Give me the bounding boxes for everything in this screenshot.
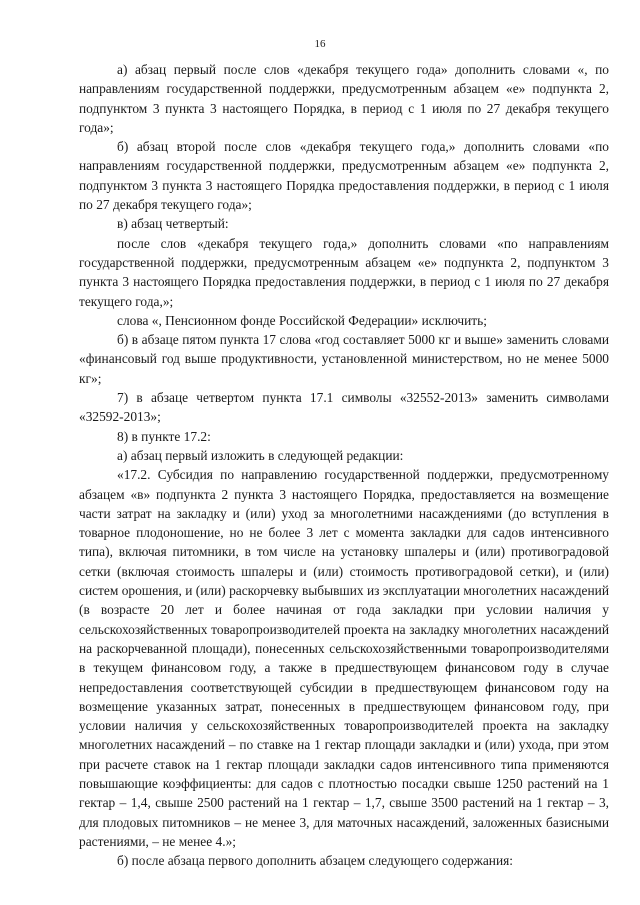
paragraph-item-7: 7) в абзаце четвертом пункта 17.1 символы «32552-2013» заменить символами «32592-2013»; — [79, 390, 609, 425]
paragraph-delete-pension-fund: слова «, Пенсионном фонде Российской Федерации» исключить; — [117, 312, 487, 328]
paragraph-item-8: 8) в пункте 17.2: — [117, 428, 211, 444]
paragraph-after-words-insert: после слов «декабря текущего года,» дополнить словами «по направлениям государственной поддержки, предусмотренным абзацем «е» подпункта 2, подпунктом 3 пункта 3 настоящего Порядка предоставления поддержки, в период с 1 июля по 27 декабря текущего года,»; — [79, 235, 609, 309]
document-body — [79, 60, 609, 870]
page-number: 16 — [314, 38, 326, 50]
paragraph-amend-a-first-abzats: а) абзац первый после слов «декабря текущего года» дополнить словами «, по направлениям государственной поддержки, предусмотренным абзацем «е» подпункта 2, подпунктом 3 пункта 3 настоящего Порядка, в период с 1 июля по 27 декабря текущего года»; — [79, 62, 609, 135]
paragraph-new-text-17-2: «17.2. Субсидия по направлению государственной поддержки, предусмотренному абзацем «в» подпункта 2 пункта 3 настоящего Порядка, предоставляется на возмещение части затрат на закладку и (или) уход за многолетними насаждениями (до вступления в товарное плодоношение, но не более 3 лет с момента закладки для садов интенсивного типа), включая питомники, в том числе на установку шпалеры и (или) противоградовой сетки (включая стоимость шпалеры и (или) стоимость противоградовой сетки), и (или) систем орошения, и (или) раскорчевку выбывших из эксплуатации многолетних насаждений (в возрасте 20 лет и более начиная от года закладки при условии наличия у сельскохозяйственных товаропроизводителей проекта на закладку многолетних насаждений на раскорчеванной площади), понесенных сельскохозяйственными товаропроизводителями в текущем финансовом году, а также в предшествующем финансовом году в случае непредоставления соответствующей субсидии в предшествующем финансовом году на возмещение указанных затрат, понесенных в предшествующем финансовом году, при условии наличия у сельскохозяйственных товаропроизводителей проекта на закладку многолетних насаждений – по ставке на 1 гектар площади закладки и (или) ухода, при этом при расчете ставок на 1 гектар площади закладки садов интенсивного типа применяются повышающие коэффициенты: для садов с плотностью посадки свыше 1250 растений на 1 гектар – 1,4, свыше 2500 растений на 1 гектар – 1,7, свыше 3500 растений на 1 гектар – 3, для плодовых питомников – не менее 3, для маточных насаждений, заложенных базисными растениями, – не менее 4.»; — [79, 467, 609, 849]
paragraph-item-8a: а) абзац первый изложить в следующей редакции: — [117, 447, 404, 463]
paragraph-item-6: б) в абзаце пятом пункта 17 слова «год составляет 5000 кг и выше» заменить словами «финансовый год выше продуктивности, установленной министерством, но не менее 5000 кг»; — [79, 332, 609, 386]
paragraph-item-8b: б) после абзаца первого дополнить абзацем следующего содержания: — [117, 853, 514, 869]
paragraph-amend-b-second-abzats: б) абзац второй после слов «декабря текущего года,» дополнить словами «по направлениям государственной поддержки, предусмотренным абзацем «е» подпункта 2, подпунктом 3 пункта 3 настоящего Порядка предоставления поддержки, в период с 1 июля по 27 декабря текущего года»; — [79, 139, 609, 213]
paragraph-amend-v-fourth-abzats: в) абзац четвертый: — [117, 216, 229, 232]
